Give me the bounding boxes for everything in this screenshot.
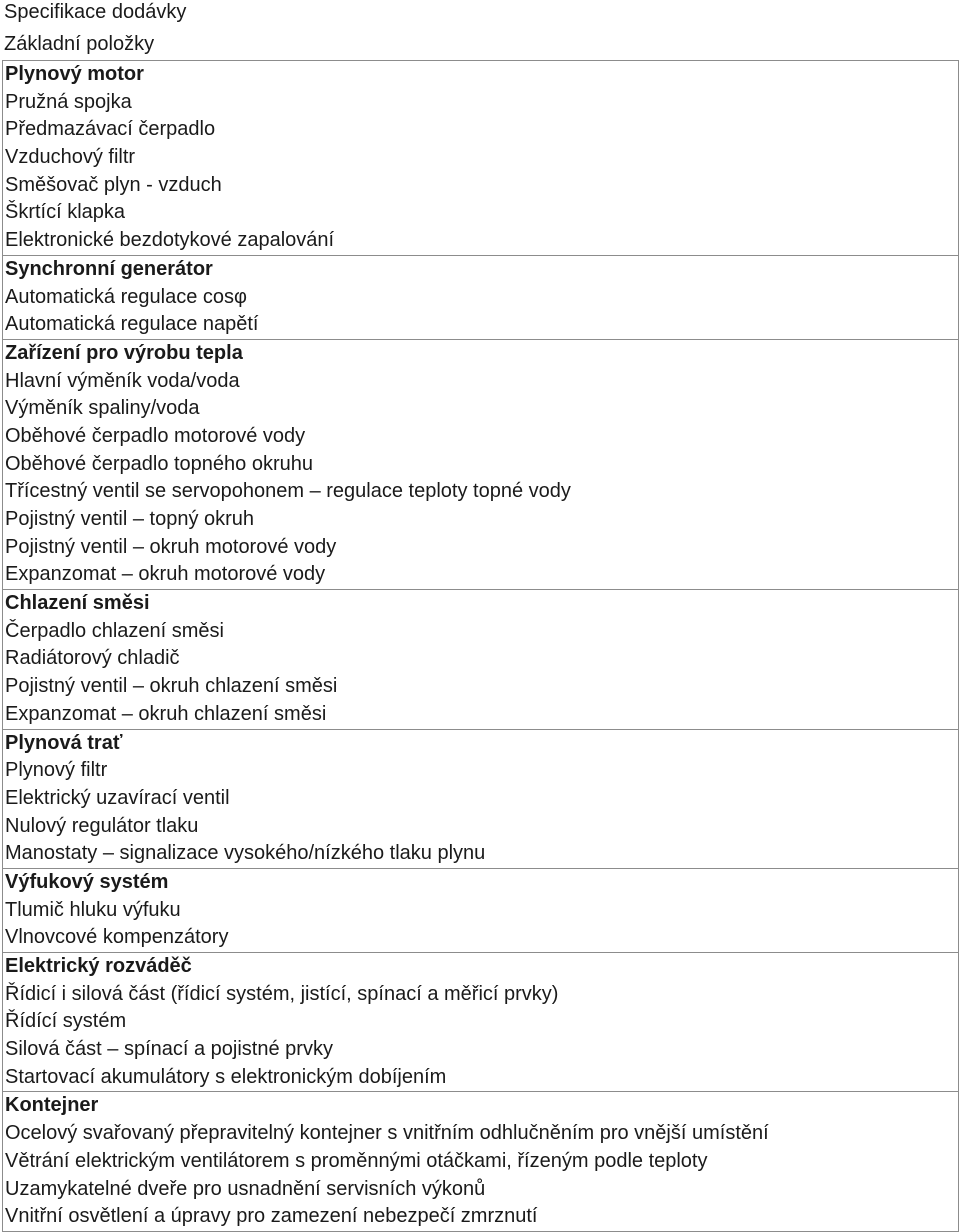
spec-section [3, 730, 958, 869]
section-heading: Synchronní generátor [5, 257, 213, 280]
spec-item: Pružná spojka [5, 90, 132, 113]
spec-item: Pojistný ventil – okruh chlazení směsi [5, 675, 338, 698]
document-subtitle: Základní položky [4, 33, 155, 55]
spec-item: Předmazávací čerpadlo [5, 118, 216, 141]
spec-item: Třícestný ventil se servopohonem – regulace teploty topné vody [5, 480, 571, 503]
section-heading: Zařízení pro výrobu tepla [5, 341, 243, 364]
spec-item: Manostaty – signalizace vysokého/nízkého tlaku plynu [5, 842, 486, 865]
spec-section [3, 1092, 958, 1231]
spec-item: Oběhové čerpadlo motorové vody [5, 424, 306, 447]
spec-item: Hlavní výměník voda/voda [5, 369, 240, 392]
section-heading: Výfukový systém [5, 870, 169, 893]
spec-item: Automatická regulace napětí [5, 313, 259, 336]
spec-item: Automatická regulace cosφ [5, 285, 247, 308]
spec-item: Expanzomat – okruh motorové vody [5, 563, 326, 586]
spec-item: Pojistný ventil – topný okruh [5, 508, 255, 530]
spec-item: Vnitřní osvětlení a úpravy pro zamezení nebezpečí zmrznutí [5, 1205, 538, 1228]
document-title: Specifikace dodávky [4, 1, 187, 23]
spec-item: Ocelový svařovaný přepravitelný kontejner s vnitřním odhlučněním pro vnější umístění [5, 1122, 769, 1145]
spec-item: Pojistný ventil – okruh motorové vody [5, 535, 337, 558]
section-heading: Chlazení směsi [5, 592, 150, 615]
spec-item: Startovací akumulátory s elektronickým dobíjením [5, 1065, 447, 1088]
spec-item: Větrání elektrickým ventilátorem s proměnnými otáčkami, řízeným podle teploty [5, 1149, 708, 1172]
spec-item: Čerpadlo chlazení směsi [5, 619, 224, 642]
spec-item: Expanzomat – okruh chlazení směsi [5, 702, 327, 725]
spec-item: Elektronické bezdotykové zapalování [5, 229, 335, 252]
spec-section [3, 869, 958, 953]
spec-item: Nulový regulátor tlaku [5, 814, 199, 837]
spec-section [3, 953, 958, 1092]
spec-section [3, 256, 958, 340]
spec-item: Vzduchový filtr [5, 146, 136, 169]
specification-table [2, 60, 959, 1232]
spec-item: Řídicí i silová část (řídicí systém, jistící, spínací a měřicí prvky) [5, 982, 559, 1005]
spec-section [3, 340, 958, 590]
spec-item: Radiátorový chladič [5, 647, 180, 670]
spec-item: Směšovač plyn - vzduch [5, 173, 222, 196]
spec-item: Vlnovcové kompenzátory [5, 926, 229, 949]
section-heading: Kontejner [5, 1094, 99, 1117]
spec-item: Oběhové čerpadlo topného okruhu [5, 452, 314, 475]
spec-item: Škrtící klapka [5, 201, 126, 224]
spec-item: Silová část – spínací a pojistné prvky [5, 1038, 333, 1061]
spec-item: Tlumič hluku výfuku [5, 898, 181, 921]
spec-item: Elektrický uzavírací ventil [5, 786, 230, 809]
spec-item: Plynový filtr [5, 759, 108, 782]
spec-item: Řídící systém [5, 1010, 127, 1033]
spec-item: Výměník spaliny/voda [5, 397, 200, 420]
section-heading: Plynová trať [5, 731, 123, 754]
section-heading: Plynový motor [5, 63, 144, 85]
spec-item: Uzamykatelné dveře pro usnadnění servisních výkonů [5, 1177, 486, 1200]
section-heading: Elektrický rozváděč [5, 955, 192, 977]
spec-section [3, 590, 958, 729]
spec-section [3, 61, 958, 256]
